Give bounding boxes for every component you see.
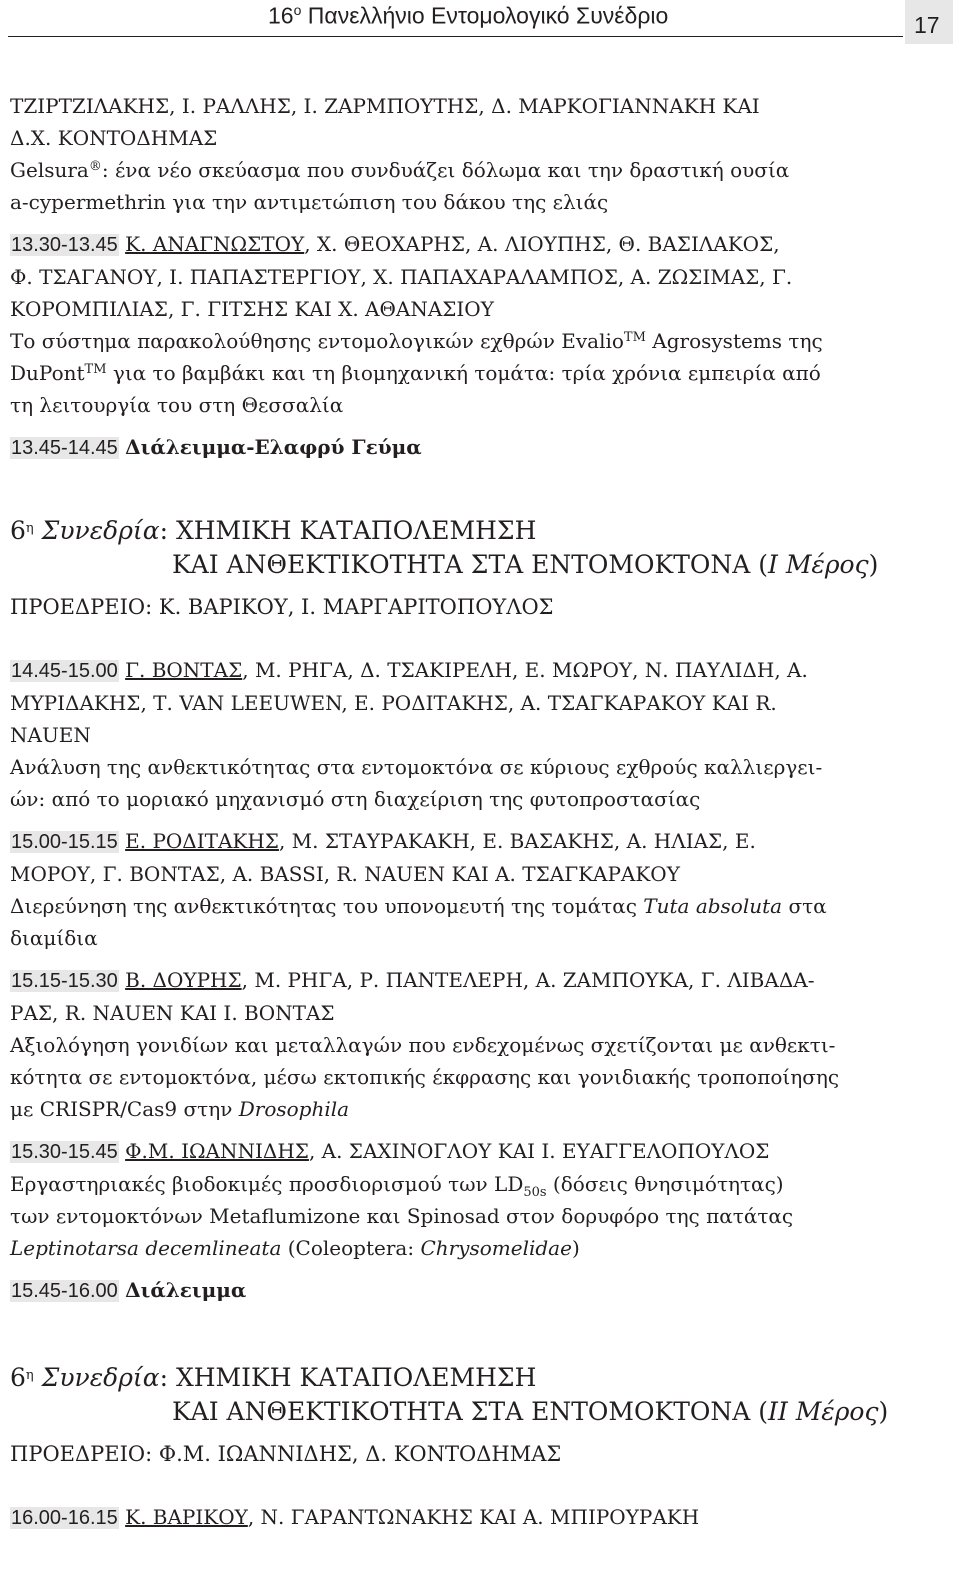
page-number: 17	[914, 12, 940, 38]
entry-authors: 14.45-15.00 Γ. ΒΟΝΤΑΣ, Μ. ΡΗΓΑ, Δ. ΤΣΑΚΙΡΕΛΗ, Ε. ΜΩΡΟΥ, Ν. ΠΑΥΛΙΔΗ, Α.	[11, 658, 808, 682]
session-title: ΚΑΙ ΑΝΘΕΚΤΙΚΟΤΗΤΑ ΣΤΑ ΕΝΤΟΜΟΚΤΟΝΑ (I Μέρος)	[172, 550, 879, 579]
title-text: Πανελλήνιο Εντομολογικό Συνέδριο	[307, 2, 669, 29]
entry-authors: 15.30-15.45 Φ.Μ. ΙΩΑΝΝΙΔΗΣ, Α. ΣΑΧΙΝΟΓΛΟΥ ΚΑΙ Ι. ΕΥΑΓΓΕΛΟΠΟΥΛΟΣ	[11, 1139, 770, 1163]
time-slot: 14.45-15.00	[11, 660, 118, 682]
registered-mark: ®	[88, 159, 102, 174]
entry-title: Εργαστηριακές βιοδοκιμές προσδιορισμού των $LD_{50s}$ (δόσεις θνησιμότητας)	[10, 1172, 784, 1200]
time-slot: 15.00-15.15	[11, 831, 118, 853]
time-slot: 15.45-16.00	[11, 1280, 118, 1302]
title-ordinal: ο	[293, 2, 302, 18]
entry-authors: ΜΟΡΟΥ, Γ. ΒΟΝΤΑΣ, A. BASSI, R. NAUEN ΚΑΙ Α. ΤΣΑΓΚΑΡΑΚΟΥ	[10, 862, 680, 886]
entry-authors: ΡΑΣ, R. NAUEN ΚΑΙ Ι. ΒΟΝΤΑΣ	[10, 1001, 335, 1025]
entry-title: Gelsura®: ένα νέο σκεύασμα που συνδυάζει δόλωμα και την δραστική ουσία	[10, 158, 790, 182]
presenting-author: Φ.Μ. ΙΩΑΝΝΙΔΗΣ	[125, 1139, 309, 1163]
session-header	[10, 1361, 915, 1471]
program-entry	[10, 964, 915, 1125]
ld-subscript: 50s	[523, 1185, 547, 1200]
entry-title: Leptinotarsa decemlineata (Coleoptera: Chrysomelidae)	[10, 1236, 580, 1260]
entry-title: DuPont™ για το βαμβάκι και τη βιομηχανική τομάτα: τρία χρόνια εμπειρία από	[10, 361, 821, 385]
entry-title: κότητα σε εντομοκτόνα, μέσω εκτοπικής έκφρασης και γονιδιακής τροποποίησης	[10, 1065, 840, 1089]
presenting-author: Ε. ΡΟΔΙΤΑΚΗΣ	[125, 829, 279, 853]
entry-authors: 16.00-16.15 Κ. ΒΑΡΙΚΟΥ, Ν. ΓΑΡΑΝΤΩΝΑΚΗΣ ΚΑΙ Α. ΜΠΙΡΟΥΡΑΚΗ	[11, 1505, 700, 1529]
program-entry	[10, 1501, 915, 1534]
trademark: TM	[84, 362, 107, 377]
page-header	[0, 0, 960, 44]
entry-title: Ανάλυση της ανθεκτικότητας στα εντομοκτόνα σε κύριους εχθρούς καλλιεργει-	[10, 755, 823, 779]
program-entry	[10, 90, 915, 218]
trademark: TM	[623, 330, 646, 345]
time-slot: 13.30-13.45	[11, 234, 118, 256]
entry-title: Διερεύνηση της ανθεκτικότητας του υπονομευτή της τομάτας Tuta absoluta στα	[10, 894, 827, 918]
break-entry	[10, 431, 915, 464]
entry-title: τη λειτουργία του στη Θεσσαλία	[10, 393, 344, 417]
program-entry	[10, 1135, 915, 1264]
program-entry	[10, 228, 915, 421]
presenting-author: Κ. ΒΑΡΙΚΟΥ	[125, 1505, 248, 1529]
presenting-author: Κ. ΑΝΑΓΝΩΣΤΟΥ	[125, 232, 305, 256]
time-slot: 13.45-14.45	[11, 437, 118, 459]
program-content	[10, 90, 915, 1534]
session-title: ΚΑΙ ΑΝΘΕΚΤΙΚΟΤΗΤΑ ΣΤΑ ΕΝΤΟΜΟΚΤΟΝΑ (II Μέρος)	[172, 1397, 889, 1426]
entry-authors: 15.15-15.30 Β. ΔΟΥΡΗΣ, Μ. ΡΗΓΑ, Ρ. ΠΑΝΤΕΛΕΡΗ, Α. ΖΑΜΠΟΥΚΑ, Γ. ΛΙΒΑΔΑ-	[11, 968, 815, 992]
session-presidium: ΠΡΟΕΔΡΕΙΟ: Κ. ΒΑΡΙΚΟΥ, Ι. ΜΑΡΓΑΡΙΤΟΠΟΥΛΟΣ	[10, 595, 554, 619]
session-header	[10, 514, 915, 624]
entry-authors: Δ.Χ. ΚΟΝΤΟΔΗΜΑΣ	[10, 126, 218, 150]
entry-title: a-cypermethrin για την αντιμετώπιση του δάκου της ελιάς	[10, 190, 609, 214]
session-title: $6^\eta$ Συνεδρία: ΧΗΜΙΚΗ ΚΑΤΑΠΟΛΕΜΗΣΗ	[10, 1363, 537, 1392]
break-label: Διάλειμμα	[125, 1278, 247, 1302]
program-entry	[10, 825, 915, 954]
entry-authors: 15.00-15.15 Ε. ΡΟΔΙΤΑΚΗΣ, Μ. ΣΤΑΥΡΑΚΑΚΗ, Ε. ΒΑΣΑΚΗΣ, Α. ΗΛΙΑΣ, Ε.	[11, 829, 756, 853]
entry-authors: ΤΖΙΡΤΖΙΛΑΚΗΣ, Ι. ΡΑΛΛΗΣ, Ι. ΖΑΡΜΠΟΥΤΗΣ, Δ. ΜΑΡΚΟΓΙΑΝΝΑΚΗ ΚΑΙ	[10, 94, 760, 118]
time-slot: 16.00-16.15	[11, 1507, 118, 1529]
break-label: Διάλειμμα-Ελαφρύ Γεύμα	[125, 435, 422, 459]
entry-authors: ΜΥΡΙΔΑΚΗΣ, Τ. VAN LEEUWEN, Ε. ΡΟΔΙΤΑΚΗΣ, Α. ΤΣΑΓΚΑΡΑΚΟΥ ΚΑΙ R.	[10, 691, 777, 715]
header-rule	[8, 36, 903, 37]
break-entry	[10, 1274, 915, 1307]
session-title: $6^\eta$ Συνεδρία: ΧΗΜΙΚΗ ΚΑΤΑΠΟΛΕΜΗΣΗ	[10, 516, 537, 545]
entry-authors: 13.30-13.45 Κ. ΑΝΑΓΝΩΣΤΟΥ, Χ. ΘΕΟΧΑΡΗΣ, Α. ΛΙΟΥΠΗΣ, Θ. ΒΑΣΙΛΑΚΟΣ,	[11, 232, 780, 256]
entry-authors: NAUEN	[10, 723, 91, 747]
entry-title: με CRISPR/Cas9 στην Drosophila	[10, 1097, 350, 1121]
entry-authors: ΚΟΡΟΜΠΙΛΙΑΣ, Γ. ΓΙΤΣΗΣ ΚΑΙ Χ. ΑΘΑΝΑΣΙΟΥ	[10, 297, 494, 321]
entry-authors: Φ. ΤΣΑΓΑΝΟΥ, Ι. ΠΑΠΑΣΤΕΡΓΙΟΥ, Χ. ΠΑΠΑΧΑΡΑΛΑΜΠΟΣ, Α. ΖΩΣΙΜΑΣ, Γ.	[10, 265, 793, 289]
presenting-author: Β. ΔΟΥΡΗΣ	[125, 968, 242, 992]
entry-title: διαμίδια	[10, 926, 98, 950]
entry-title: Αξιολόγηση γονιδίων και μεταλλαγών που ενδεχομένως σχετίζονται με ανθεκτι-	[10, 1033, 836, 1057]
time-slot: 15.15-15.30	[11, 970, 118, 992]
entry-title: Το σύστημα παρακολούθησης εντομολογικών εχθρών Evalio™ Agrosystems της	[10, 329, 823, 353]
program-entry	[10, 654, 915, 815]
entry-title: των εντομοκτόνων Metaflumizone και Spinosad στον δορυφόρο της πατάτας	[10, 1204, 794, 1228]
time-slot: 15.30-15.45	[11, 1141, 118, 1163]
title-number: 16	[268, 2, 294, 29]
presenting-author: Γ. ΒΟΝΤΑΣ	[125, 658, 243, 682]
conference-title	[268, 2, 668, 30]
entry-title: ών: από το μοριακό μηχανισμό στη διαχείριση της φυτοπροστασίας	[10, 787, 701, 811]
session-presidium: ΠΡΟΕΔΡΕΙΟ: Φ.Μ. ΙΩΑΝΝΙΔΗΣ, Δ. ΚΟΝΤΟΔΗΜΑΣ	[10, 1442, 562, 1466]
